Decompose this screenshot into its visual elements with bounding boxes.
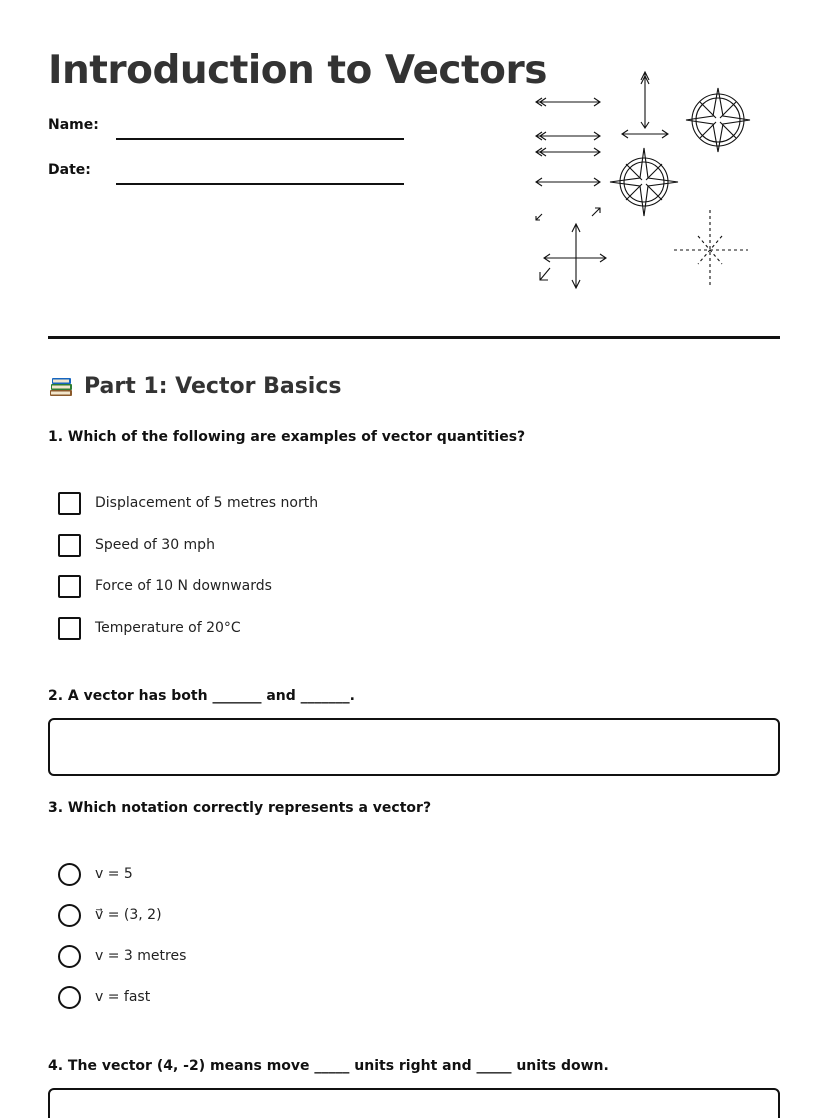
radio-button[interactable] [58,904,81,927]
section-header [48,373,341,399]
radio-button[interactable] [58,945,81,968]
books-icon [48,373,74,399]
date-label: Date: [48,162,91,178]
q4-answer-box[interactable] [48,1088,780,1118]
question-2: 2. A vector has both _______ and _______. [48,688,355,704]
question-1: 1. Which of the following are examples of vector quantities? [48,429,526,445]
option-label: Speed of 30 mph [95,537,215,553]
vertical-arrow-icon [622,72,668,138]
double-arrow-icon [536,178,600,186]
cross-arrows-icon [540,224,606,288]
question-3: 3. Which notation correctly represents a vector? [48,800,432,816]
checkbox[interactable] [58,575,81,598]
q2-answer-box[interactable] [48,718,780,776]
q1-option-2[interactable] [58,533,215,557]
name-line[interactable] [116,138,404,140]
checkbox[interactable] [58,617,81,640]
q3-option-1[interactable] [58,862,133,886]
q3-option-2[interactable] [58,903,162,927]
section-title: Part 1: Vector Basics [84,373,342,399]
double-arrow-icon [536,132,600,156]
vector-arrows-illustration [528,66,758,296]
double-arrow-icon [536,98,600,106]
option-label: v = 3 metres [95,948,187,964]
option-label: v⃗ = (3, 2) [95,907,162,923]
option-label: v = fast [95,989,151,1005]
checkbox[interactable] [58,534,81,557]
compass-rose-icon [610,148,678,216]
q1-option-4[interactable] [58,616,241,640]
section-divider [48,336,780,339]
option-label: Displacement of 5 metres north [95,495,319,511]
dotted-cross-icon [674,210,748,288]
option-label: v = 5 [95,866,133,882]
page-title: Introduction to Vectors [48,48,547,93]
q1-option-1[interactable] [58,491,318,515]
option-label: Force of 10 N downwards [95,578,272,594]
q1-option-3[interactable] [58,574,272,598]
diagonal-arrow-icon [536,208,600,220]
q3-option-3[interactable] [58,944,186,968]
date-line[interactable] [116,183,404,185]
radio-button[interactable] [58,986,81,1009]
compass-rose-icon [686,88,750,152]
q3-option-4[interactable] [58,985,150,1009]
checkbox[interactable] [58,492,81,515]
option-label: Temperature of 20°C [95,620,241,636]
radio-button[interactable] [58,863,81,886]
question-4: 4. The vector (4, -2) means move _____ units right and _____ units down. [48,1058,609,1074]
name-label: Name: [48,117,99,133]
